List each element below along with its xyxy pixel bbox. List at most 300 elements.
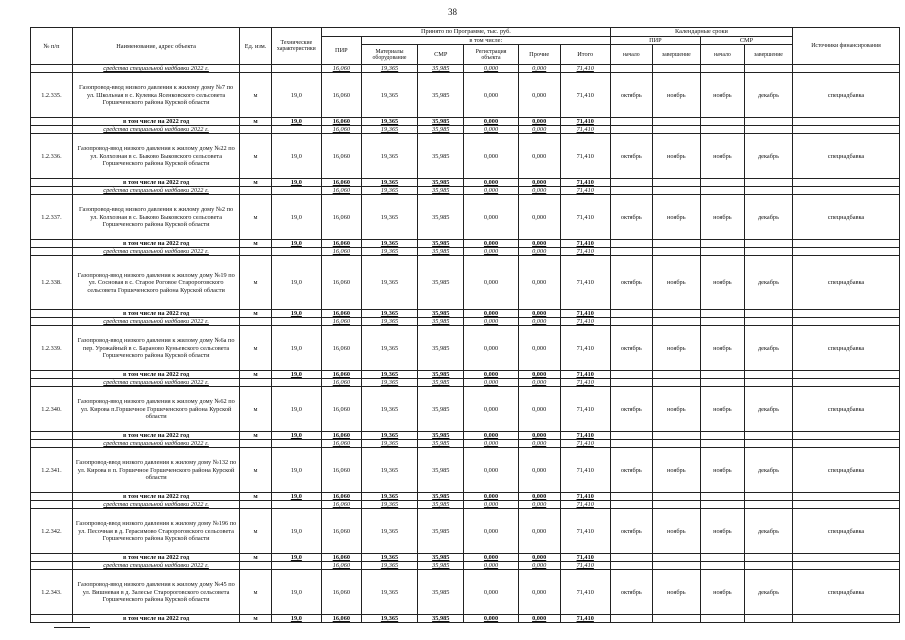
object-pir-end: ноябрь [652,195,700,240]
object-other: 0,000 [518,448,560,493]
header-pir-end: завершение [652,45,700,65]
nadbavka-label: средства специальной надбавки 2022 г. [72,248,239,256]
nadbavka-other: 0,000 [518,65,560,73]
subtotal-2022-row [31,432,900,440]
object-materials: 19,365 [361,509,418,554]
empty-cell [240,248,271,256]
nadbavka-materials: 19,365 [361,501,418,509]
object-row [31,387,900,432]
empty-cell [610,432,652,440]
empty-cell [610,126,652,134]
empty-cell [271,318,321,326]
object-tech: 19,0 [271,326,321,371]
subtotal-pir: 16,060 [321,310,361,318]
footer-rule [54,627,90,628]
object-smr-end: декабрь [744,326,792,371]
nadbavka-row [31,501,900,509]
subtotal-pir: 16,060 [321,554,361,562]
object-other: 0,000 [518,570,560,615]
object-other: 0,000 [518,134,560,179]
nadbavka-registration: 0,000 [464,187,518,195]
empty-cell [610,187,652,195]
object-smr: 35,985 [418,509,464,554]
subtotal-total: 71,410 [560,240,610,248]
nadbavka-other: 0,000 [518,318,560,326]
object-materials: 19,365 [361,134,418,179]
object-other: 0,000 [518,326,560,371]
header-in-that: в том числе: [361,37,610,45]
empty-cell [700,371,744,379]
object-pir-end: ноябрь [652,570,700,615]
object-smr: 35,985 [418,256,464,310]
empty-cell [652,310,700,318]
object-name: Газопровод-ввод низкого давления к жилому дому №62 по ул. Кирова п.Горшечное Горшеченского района Курской области [72,387,239,432]
object-total: 71,410 [560,509,610,554]
object-source: спецнадбавка [793,73,900,118]
subtotal-unit: м [240,554,271,562]
nadbavka-materials: 19,365 [361,562,418,570]
subtotal-2022-label: в том числе на 2022 год [72,371,239,379]
empty-cell [610,318,652,326]
object-smr-end: декабрь [744,448,792,493]
object-pir-end: ноябрь [652,134,700,179]
nadbavka-label: средства специальной надбавки 2022 г. [72,65,239,73]
object-pir-start: октябрь [610,570,652,615]
empty-cell [793,179,900,187]
subtotal-smr: 35,985 [418,371,464,379]
nadbavka-other: 0,000 [518,187,560,195]
object-other: 0,000 [518,195,560,240]
subtotal-other: 0,000 [518,240,560,248]
object-name: Газопровод-ввод низкого давления к жилому дому №45 по ул. Вишневая в д. Залесье Старороговского сельсовета Горшеченского района Курской области [72,570,239,615]
nadbavka-other: 0,000 [518,248,560,256]
program-table [30,27,900,623]
subtotal-smr: 35,985 [418,118,464,126]
object-code: 1.2.338. [31,256,73,310]
object-total: 71,410 [560,256,610,310]
subtotal-2022-row [31,240,900,248]
empty-cell [610,501,652,509]
empty-cell [610,118,652,126]
nadbavka-smr: 35,985 [418,126,464,134]
empty-cell [793,118,900,126]
object-pir-end: ноябрь [652,509,700,554]
object-row [31,326,900,371]
subtotal-materials: 19,365 [361,179,418,187]
empty-cell [31,318,73,326]
nadbavka-smr: 35,985 [418,187,464,195]
subtotal-registration: 0,000 [464,493,518,501]
object-unit: м [240,326,271,371]
object-total: 71,410 [560,570,610,615]
nadbavka-total: 71,410 [560,562,610,570]
object-total: 71,410 [560,195,610,240]
object-total: 71,410 [560,387,610,432]
object-tech: 19,0 [271,73,321,118]
subtotal-materials: 19,365 [361,615,418,623]
subtotal-smr: 35,985 [418,240,464,248]
empty-cell [31,240,73,248]
empty-cell [700,440,744,448]
nadbavka-row [31,248,900,256]
object-pir-start: октябрь [610,387,652,432]
subtotal-2022-row [31,554,900,562]
object-smr-end: декабрь [744,256,792,310]
empty-cell [31,440,73,448]
subtotal-2022-label: в том числе на 2022 год [72,240,239,248]
object-other: 0,000 [518,387,560,432]
subtotal-2022-row [31,371,900,379]
nadbavka-materials: 19,365 [361,440,418,448]
object-unit: м [240,387,271,432]
object-tech: 19,0 [271,256,321,310]
object-registration: 0,000 [464,570,518,615]
empty-cell [652,432,700,440]
object-smr-end: декабрь [744,195,792,240]
empty-cell [744,187,792,195]
empty-cell [652,493,700,501]
subtotal-unit: м [240,118,271,126]
subtotal-2022-label: в том числе на 2022 год [72,493,239,501]
nadbavka-smr: 35,985 [418,501,464,509]
empty-cell [793,126,900,134]
empty-cell [31,187,73,195]
subtotal-registration: 0,000 [464,615,518,623]
empty-cell [744,126,792,134]
subtotal-unit: м [240,310,271,318]
subtotal-materials: 19,365 [361,554,418,562]
nadbavka-row [31,440,900,448]
nadbavka-other: 0,000 [518,562,560,570]
subtotal-total: 71,410 [560,554,610,562]
empty-cell [610,493,652,501]
object-unit: м [240,195,271,240]
object-smr-start: ноябрь [700,73,744,118]
subtotal-total: 71,410 [560,310,610,318]
object-other: 0,000 [518,73,560,118]
empty-cell [652,248,700,256]
empty-cell [31,379,73,387]
header-smr-end: завершение [744,45,792,65]
empty-cell [744,240,792,248]
subtotal-2022-label: в том числе на 2022 год [72,179,239,187]
subtotal-2022-label: в том числе на 2022 год [72,432,239,440]
subtotal-smr: 35,985 [418,554,464,562]
object-name: Газопровод-ввод низкого давления к жилому дому №7 по ул. Школьная в с. Кулевка Ясенковского сельсовета Горшеченского района Курской области [72,73,239,118]
object-smr: 35,985 [418,73,464,118]
empty-cell [793,440,900,448]
object-tech: 19,0 [271,134,321,179]
empty-cell [793,318,900,326]
object-pir-start: октябрь [610,509,652,554]
empty-cell [700,310,744,318]
empty-cell [793,379,900,387]
object-row [31,509,900,554]
object-unit: м [240,256,271,310]
subtotal-total: 71,410 [560,179,610,187]
empty-cell [31,501,73,509]
object-smr-start: ноябрь [700,326,744,371]
empty-cell [240,126,271,134]
empty-cell [793,493,900,501]
object-row [31,570,900,615]
empty-cell [271,501,321,509]
nadbavka-other: 0,000 [518,501,560,509]
subtotal-total: 71,410 [560,493,610,501]
empty-cell [652,318,700,326]
empty-cell [700,118,744,126]
empty-cell [793,562,900,570]
empty-cell [240,187,271,195]
nadbavka-registration: 0,000 [464,126,518,134]
empty-cell [700,179,744,187]
object-materials: 19,365 [361,448,418,493]
empty-cell [31,118,73,126]
object-materials: 19,365 [361,195,418,240]
subtotal-2022-label: в том числе на 2022 год [72,310,239,318]
object-source: спецнадбавка [793,509,900,554]
nadbavka-pir: 16,060 [321,126,361,134]
header-other: Прочие [518,45,560,65]
object-tech: 19,0 [271,570,321,615]
subtotal-registration: 0,000 [464,240,518,248]
nadbavka-other: 0,000 [518,440,560,448]
subtotal-registration: 0,000 [464,179,518,187]
subtotal-materials: 19,365 [361,118,418,126]
object-total: 71,410 [560,448,610,493]
subtotal-2022-row [31,615,900,623]
nadbavka-total: 71,410 [560,126,610,134]
object-other: 0,000 [518,509,560,554]
header-total: Итого [560,45,610,65]
object-row [31,448,900,493]
nadbavka-row [31,187,900,195]
nadbavka-registration: 0,000 [464,562,518,570]
empty-cell [652,118,700,126]
nadbavka-label: средства специальной надбавки 2022 г. [72,126,239,134]
nadbavka-registration: 0,000 [464,501,518,509]
subtotal-other: 0,000 [518,615,560,623]
nadbavka-registration: 0,000 [464,65,518,73]
empty-cell [793,501,900,509]
nadbavka-total: 71,410 [560,65,610,73]
nadbavka-pir: 16,060 [321,562,361,570]
object-total: 71,410 [560,134,610,179]
object-smr-start: ноябрь [700,570,744,615]
empty-cell [793,432,900,440]
object-smr-end: декабрь [744,509,792,554]
empty-cell [700,240,744,248]
nadbavka-label: средства специальной надбавки 2022 г. [72,318,239,326]
empty-cell [610,240,652,248]
object-smr-end: декабрь [744,134,792,179]
object-unit: м [240,73,271,118]
nadbavka-pir: 16,060 [321,187,361,195]
empty-cell [700,187,744,195]
subtotal-registration: 0,000 [464,554,518,562]
subtotal-2022-row [31,179,900,187]
nadbavka-smr: 35,985 [418,562,464,570]
subtotal-tech: 19,0 [271,554,321,562]
object-smr: 35,985 [418,326,464,371]
object-smr-start: ноябрь [700,387,744,432]
subtotal-unit: м [240,240,271,248]
object-pir-start: октябрь [610,195,652,240]
object-code: 1.2.335. [31,73,73,118]
nadbavka-total: 71,410 [560,440,610,448]
empty-cell [610,554,652,562]
subtotal-smr: 35,985 [418,615,464,623]
subtotal-other: 0,000 [518,310,560,318]
header-cal-pir: ПИР [610,37,700,45]
empty-cell [271,562,321,570]
object-materials: 19,365 [361,256,418,310]
empty-cell [652,554,700,562]
nadbavka-materials: 19,365 [361,65,418,73]
empty-cell [700,562,744,570]
nadbavka-other: 0,000 [518,379,560,387]
subtotal-pir: 16,060 [321,118,361,126]
object-pir: 16,060 [321,134,361,179]
object-other: 0,000 [518,256,560,310]
empty-cell [700,379,744,387]
object-unit: м [240,448,271,493]
empty-cell [744,310,792,318]
object-materials: 19,365 [361,387,418,432]
object-code: 1.2.336. [31,134,73,179]
subtotal-unit: м [240,371,271,379]
subtotal-smr: 35,985 [418,310,464,318]
subtotal-registration: 0,000 [464,371,518,379]
object-code: 1.2.340. [31,387,73,432]
object-smr-start: ноябрь [700,509,744,554]
nadbavka-registration: 0,000 [464,379,518,387]
nadbavka-materials: 19,365 [361,187,418,195]
header-calendar: Календарные сроки [610,28,792,37]
nadbavka-smr: 35,985 [418,379,464,387]
header-smr-start: начало [700,45,744,65]
empty-cell [700,501,744,509]
header-cal-smr: СМР [700,37,792,45]
subtotal-materials: 19,365 [361,432,418,440]
object-pir: 16,060 [321,195,361,240]
object-row [31,195,900,240]
object-pir-end: ноябрь [652,326,700,371]
nadbavka-pir: 16,060 [321,379,361,387]
header-materials: Материалы оборудование [361,45,418,65]
nadbavka-pir: 16,060 [321,440,361,448]
subtotal-2022-row [31,493,900,501]
subtotal-other: 0,000 [518,493,560,501]
object-source: спецнадбавка [793,448,900,493]
empty-cell [652,379,700,387]
subtotal-total: 71,410 [560,118,610,126]
object-pir: 16,060 [321,326,361,371]
subtotal-tech: 19,0 [271,179,321,187]
object-registration: 0,000 [464,195,518,240]
object-source: спецнадбавка [793,134,900,179]
subtotal-tech: 19,0 [271,493,321,501]
subtotal-registration: 0,000 [464,118,518,126]
empty-cell [652,187,700,195]
object-source: спецнадбавка [793,195,900,240]
header-name: Наименование, адрес объекта [72,28,239,65]
empty-cell [240,501,271,509]
empty-cell [652,440,700,448]
subtotal-total: 71,410 [560,371,610,379]
empty-cell [744,371,792,379]
subtotal-pir: 16,060 [321,615,361,623]
page-number: 38 [448,7,457,17]
subtotal-other: 0,000 [518,554,560,562]
table-body [31,65,900,623]
subtotal-tech: 19,0 [271,371,321,379]
nadbavka-row [31,562,900,570]
subtotal-other: 0,000 [518,371,560,379]
object-smr: 35,985 [418,387,464,432]
empty-cell [271,126,321,134]
object-smr: 35,985 [418,570,464,615]
object-pir: 16,060 [321,73,361,118]
empty-cell [610,371,652,379]
object-row [31,256,900,310]
empty-cell [793,310,900,318]
object-name: Газопровод-ввод низкого давления к жилому дому №22 по ул. Колхозная в с. Быково Быковского сельсовета Горшеченского района Курской области [72,134,239,179]
nadbavka-label: средства специальной надбавки 2022 г. [72,440,239,448]
header-registration: Регистрация объекта [464,45,518,65]
nadbavka-materials: 19,365 [361,248,418,256]
object-code: 1.2.341. [31,448,73,493]
object-pir: 16,060 [321,256,361,310]
subtotal-pir: 16,060 [321,179,361,187]
subtotal-total: 71,410 [560,432,610,440]
object-pir-start: октябрь [610,448,652,493]
nadbavka-smr: 35,985 [418,248,464,256]
subtotal-2022-label: в том числе на 2022 год [72,554,239,562]
empty-cell [744,248,792,256]
empty-cell [652,501,700,509]
subtotal-total: 71,410 [560,615,610,623]
empty-cell [31,432,73,440]
nadbavka-row [31,379,900,387]
empty-cell [652,562,700,570]
subtotal-2022-row [31,118,900,126]
empty-cell [240,318,271,326]
empty-cell [793,248,900,256]
subtotal-materials: 19,365 [361,310,418,318]
nadbavka-pir: 16,060 [321,248,361,256]
object-tech: 19,0 [271,195,321,240]
object-registration: 0,000 [464,509,518,554]
object-pir: 16,060 [321,448,361,493]
empty-cell [744,554,792,562]
nadbavka-smr: 35,985 [418,440,464,448]
empty-cell [700,493,744,501]
empty-cell [271,440,321,448]
object-code: 1.2.342. [31,509,73,554]
empty-cell [31,310,73,318]
header-unit: Ед. изм. [240,28,271,65]
object-unit: м [240,134,271,179]
empty-cell [240,440,271,448]
object-smr-end: декабрь [744,73,792,118]
subtotal-tech: 19,0 [271,615,321,623]
object-registration: 0,000 [464,387,518,432]
subtotal-2022-row [31,310,900,318]
nadbavka-label: средства специальной надбавки 2022 г. [72,379,239,387]
empty-cell [652,179,700,187]
subtotal-materials: 19,365 [361,371,418,379]
